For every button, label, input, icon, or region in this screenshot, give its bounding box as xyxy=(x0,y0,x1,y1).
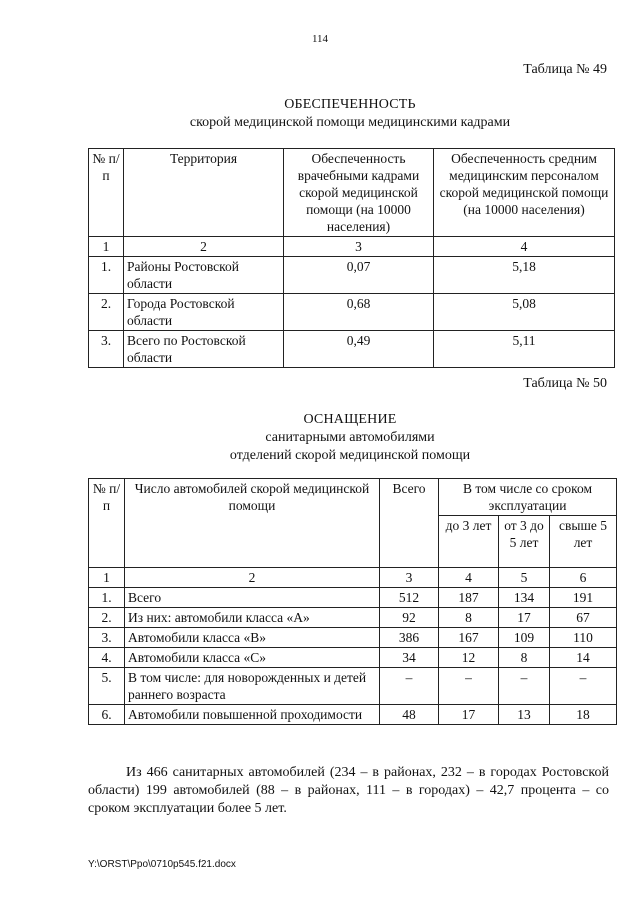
table-row xyxy=(89,588,617,608)
row-over5: 18 xyxy=(550,705,617,725)
row-total: 512 xyxy=(380,588,439,608)
header-incl: В том числе со сроком эксплуатации xyxy=(439,479,617,516)
row-doctors: 0,07 xyxy=(284,257,434,294)
row-up3: 187 xyxy=(439,588,499,608)
table-50-subtitle-2: отделений скорой медицинской помощи xyxy=(229,448,471,463)
header-over5: свыше 5 лет xyxy=(550,516,617,568)
table-50-label: Таблица № 50 xyxy=(523,376,607,391)
table-row xyxy=(89,628,617,648)
row-up3: – xyxy=(439,668,499,705)
table-row xyxy=(89,705,617,725)
table-row xyxy=(89,331,615,368)
header-num: № п/п xyxy=(89,479,125,568)
page-number: 114 xyxy=(311,33,329,45)
row-total: 48 xyxy=(380,705,439,725)
row-over5: 110 xyxy=(550,628,617,648)
row-name: Всего xyxy=(125,588,380,608)
row-mid: – xyxy=(499,668,550,705)
table-row xyxy=(89,668,617,705)
header-nurses: Обеспеченность средним медицинским персоналом скорой медицинской помощи (на 10000 населения) xyxy=(434,149,615,237)
row-nurses: 5,11 xyxy=(434,331,615,368)
row-total: – xyxy=(380,668,439,705)
row-mid: 8 xyxy=(499,648,550,668)
header-num: № п/п xyxy=(89,149,124,237)
row-up3: 167 xyxy=(439,628,499,648)
row-name: Автомобили повышенной проходимости xyxy=(125,705,380,725)
row-name: Автомобили класса «С» xyxy=(125,648,380,668)
table-row xyxy=(89,294,615,331)
table-50-subtitle-1: санитарными автомобилями xyxy=(265,430,435,445)
col-number: 5 xyxy=(499,568,550,588)
row-nurses: 5,08 xyxy=(434,294,615,331)
header-total: Всего xyxy=(380,479,439,568)
row-territory: Города Ростовской области xyxy=(124,294,284,331)
row-num: 4. xyxy=(89,648,125,668)
row-name: В том числе: для новорожденных и детей раннего возраста xyxy=(125,668,380,705)
header-from3to5: от 3 до 5 лет xyxy=(499,516,550,568)
row-num: 5. xyxy=(89,668,125,705)
row-territory: Районы Ростовской области xyxy=(124,257,284,294)
table-49-heading xyxy=(0,96,640,132)
row-mid: 134 xyxy=(499,588,550,608)
col-number: 2 xyxy=(124,237,284,257)
col-number: 6 xyxy=(550,568,617,588)
col-number: 4 xyxy=(434,237,615,257)
row-up3: 8 xyxy=(439,608,499,628)
table-49-title: ОБЕСПЕЧЕННОСТЬ xyxy=(284,97,416,112)
row-num: 3. xyxy=(89,331,124,368)
row-total: 92 xyxy=(380,608,439,628)
row-num: 1. xyxy=(89,588,125,608)
row-doctors: 0,49 xyxy=(284,331,434,368)
table-row xyxy=(89,608,617,628)
table-49 xyxy=(88,148,615,368)
header-up3: до 3 лет xyxy=(439,516,499,568)
row-over5: 14 xyxy=(550,648,617,668)
col-number: 4 xyxy=(439,568,499,588)
row-total: 34 xyxy=(380,648,439,668)
row-num: 6. xyxy=(89,705,125,725)
row-num: 2. xyxy=(89,294,124,331)
col-number: 1 xyxy=(89,568,125,588)
row-name: Из них: автомобили класса «А» xyxy=(125,608,380,628)
row-over5: – xyxy=(550,668,617,705)
table-50-title: ОСНАЩЕНИЕ xyxy=(303,412,397,427)
col-number: 2 xyxy=(125,568,380,588)
row-territory: Всего по Ростовской области xyxy=(124,331,284,368)
header-territory: Территория xyxy=(124,149,284,237)
header-doctors: Обеспеченность врачебными кадрами скорой медицинской помощи (на 10000 населения) xyxy=(284,149,434,237)
table-49-label: Таблица № 49 xyxy=(523,62,607,77)
file-path-footer: Y:\ORST\Ppo\0710p545.f21.docx xyxy=(88,859,236,870)
row-mid: 13 xyxy=(499,705,550,725)
row-over5: 67 xyxy=(550,608,617,628)
row-nurses: 5,18 xyxy=(434,257,615,294)
row-up3: 17 xyxy=(439,705,499,725)
row-doctors: 0,68 xyxy=(284,294,434,331)
table-50 xyxy=(88,478,617,725)
header-name: Число автомобилей скорой медицинской помощи xyxy=(125,479,380,568)
row-mid: 17 xyxy=(499,608,550,628)
row-total: 386 xyxy=(380,628,439,648)
row-over5: 191 xyxy=(550,588,617,608)
table-row xyxy=(89,648,617,668)
row-num: 1. xyxy=(89,257,124,294)
row-name: Автомобили класса «В» xyxy=(125,628,380,648)
col-number: 3 xyxy=(284,237,434,257)
table-50-heading xyxy=(0,411,640,465)
row-mid: 109 xyxy=(499,628,550,648)
row-num: 2. xyxy=(89,608,125,628)
table-49-subtitle: скорой медицинской помощи медицинскими кадрами xyxy=(189,115,511,130)
row-up3: 12 xyxy=(439,648,499,668)
col-number: 1 xyxy=(89,237,124,257)
col-number: 3 xyxy=(380,568,439,588)
summary-paragraph: Из 466 санитарных автомобилей (234 – в районах, 232 – в городах Ростовской области) 199 автомобилей (88 – в районах, 111 – в городах) – 42,7 процента – со сроком эксплуатации более 5 лет. xyxy=(88,765,609,816)
table-row xyxy=(89,257,615,294)
row-num: 3. xyxy=(89,628,125,648)
